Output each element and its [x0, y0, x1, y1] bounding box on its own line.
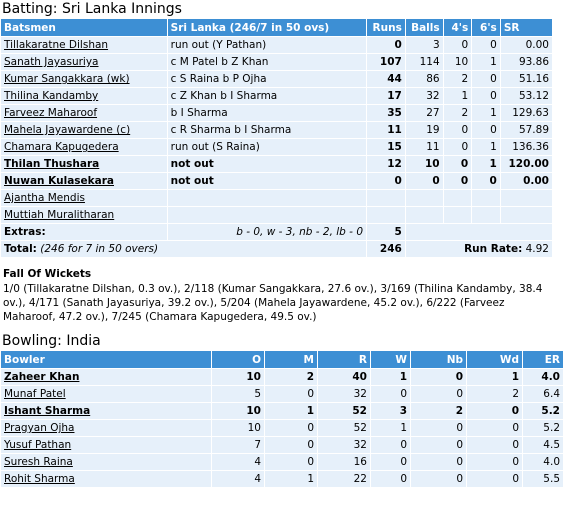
sr-cell: 51.16	[501, 71, 552, 87]
balls-cell	[406, 207, 443, 223]
batsman-link[interactable]: Nuwan Kulasekara	[4, 175, 114, 187]
batsman-name-cell	[1, 71, 167, 87]
header-overs: O	[212, 351, 264, 368]
wickets-cell: 1	[371, 369, 410, 385]
batting-header-row	[1, 19, 552, 36]
wickets-cell: 1	[371, 420, 410, 436]
bowling-row	[1, 454, 563, 470]
dismissal-cell: run out (Y Pathan)	[168, 37, 366, 53]
batting-row	[1, 173, 552, 189]
economy-cell: 5.2	[523, 403, 563, 419]
bowler-name-cell	[1, 420, 211, 436]
wides-cell: 0	[467, 403, 522, 419]
runs-conceded-cell: 32	[318, 386, 370, 402]
wickets-cell: 0	[371, 437, 410, 453]
header-maidens: M	[265, 351, 317, 368]
header-balls: Balls	[406, 19, 443, 36]
sixes-cell: 1	[472, 156, 500, 172]
wickets-cell: 3	[371, 403, 410, 419]
noballs-cell: 0	[411, 471, 466, 487]
sr-cell: 93.86	[501, 54, 552, 70]
batsman-link[interactable]: Tillakaratne Dilshan	[4, 39, 109, 51]
fours-cell	[444, 190, 472, 206]
runs-cell: 11	[367, 122, 405, 138]
batsman-link[interactable]: Chamara Kapugedera	[4, 141, 119, 153]
fours-cell: 2	[444, 105, 472, 121]
batting-row	[1, 71, 552, 87]
header-batsmen: Batsmen	[1, 19, 167, 36]
bowler-link[interactable]: Munaf Patel	[4, 388, 66, 400]
runs-cell: 15	[367, 139, 405, 155]
fours-cell: 1	[444, 88, 472, 104]
extras-label: Extras:	[1, 224, 167, 240]
bowler-name-cell	[1, 437, 211, 453]
balls-cell: 27	[406, 105, 443, 121]
batsman-link[interactable]: Sanath Jayasuriya	[4, 56, 99, 68]
header-innings: Sri Lanka (246/7 in 50 ovs)	[168, 19, 366, 36]
dismissal-cell: not out	[168, 156, 366, 172]
batsman-name-cell	[1, 122, 167, 138]
bowler-name-cell	[1, 403, 211, 419]
economy-cell: 4.0	[523, 454, 563, 470]
sr-cell: 0.00	[501, 37, 552, 53]
overs-cell: 10	[212, 369, 264, 385]
noballs-cell: 2	[411, 403, 466, 419]
bowler-link[interactable]: Rohit Sharma	[4, 473, 75, 485]
run-rate-label: Run Rate:	[464, 243, 523, 255]
wickets-cell: 0	[371, 386, 410, 402]
batting-row	[1, 207, 552, 223]
sixes-cell: 1	[472, 139, 500, 155]
wides-cell: 0	[467, 437, 522, 453]
noballs-cell: 0	[411, 437, 466, 453]
maidens-cell: 1	[265, 403, 317, 419]
wides-cell: 2	[467, 386, 522, 402]
runs-cell	[367, 190, 405, 206]
header-fours: 4's	[444, 19, 472, 36]
sr-cell: 0.00	[501, 173, 552, 189]
batting-row	[1, 54, 552, 70]
header-bowler: Bowler	[1, 351, 211, 368]
sr-cell: 120.00	[501, 156, 552, 172]
batting-row	[1, 122, 552, 138]
bowler-link[interactable]: Suresh Raina	[4, 456, 73, 468]
batsman-name-cell	[1, 54, 167, 70]
batsman-name-cell	[1, 37, 167, 53]
runs-conceded-cell: 52	[318, 420, 370, 436]
batsman-name-cell	[1, 139, 167, 155]
batting-row	[1, 105, 552, 121]
sr-cell: 53.12	[501, 88, 552, 104]
maidens-cell: 2	[265, 369, 317, 385]
dismissal-cell	[168, 190, 366, 206]
sixes-cell: 0	[472, 122, 500, 138]
overs-cell: 10	[212, 403, 264, 419]
batsman-link[interactable]: Thilina Kandamby	[4, 90, 99, 102]
sixes-cell: 1	[472, 54, 500, 70]
maidens-cell: 0	[265, 454, 317, 470]
overs-cell: 4	[212, 454, 264, 470]
wides-cell: 0	[467, 420, 522, 436]
bowling-header-row	[1, 351, 563, 368]
balls-cell: 10	[406, 156, 443, 172]
sr-cell	[501, 207, 552, 223]
header-runs: Runs	[367, 19, 405, 36]
fours-cell: 10	[444, 54, 472, 70]
overs-cell: 7	[212, 437, 264, 453]
runs-cell: 35	[367, 105, 405, 121]
header-wides: Wd	[467, 351, 522, 368]
batsman-name-cell	[1, 173, 167, 189]
balls-cell: 32	[406, 88, 443, 104]
sr-cell: 136.36	[501, 139, 552, 155]
balls-cell: 86	[406, 71, 443, 87]
bowling-table	[0, 350, 564, 488]
batsman-name-cell	[1, 105, 167, 121]
dismissal-cell: not out	[168, 173, 366, 189]
extras-detail: b - 0, w - 3, nb - 2, lb - 0	[168, 224, 366, 240]
runs-cell: 0	[367, 37, 405, 53]
batsman-name-cell	[1, 190, 167, 206]
runs-conceded-cell: 22	[318, 471, 370, 487]
run-rate-value: 4.92	[525, 243, 549, 255]
fow-title: Fall Of Wickets	[3, 268, 92, 280]
extras-row	[1, 224, 552, 240]
runs-cell: 12	[367, 156, 405, 172]
wides-cell: 0	[467, 471, 522, 487]
batting-row	[1, 37, 552, 53]
bowling-row	[1, 403, 563, 419]
bowler-link[interactable]: Ishant Sharma	[4, 405, 91, 417]
batsman-name-cell	[1, 207, 167, 223]
maidens-cell: 0	[265, 386, 317, 402]
sr-cell	[501, 190, 552, 206]
bowling-section-title: Bowling: India	[2, 333, 101, 349]
noballs-cell: 0	[411, 369, 466, 385]
total-cell	[1, 241, 366, 257]
sixes-cell: 0	[472, 37, 500, 53]
runs-conceded-cell: 40	[318, 369, 370, 385]
fours-cell: 0	[444, 122, 472, 138]
batting-section-title: Batting: Sri Lanka Innings	[2, 1, 182, 17]
batsman-name-cell	[1, 156, 167, 172]
header-sr: SR	[501, 19, 552, 36]
sixes-cell: 0	[472, 71, 500, 87]
total-detail: (246 for 7 in 50 overs)	[40, 243, 159, 255]
batsman-name-cell	[1, 88, 167, 104]
runs-cell	[367, 207, 405, 223]
noballs-cell: 0	[411, 386, 466, 402]
bowling-row	[1, 386, 563, 402]
bowling-row	[1, 437, 563, 453]
noballs-cell: 0	[411, 454, 466, 470]
wides-cell: 1	[467, 369, 522, 385]
batsman-link[interactable]: Thilan Thushara	[4, 158, 100, 170]
runs-conceded-cell: 16	[318, 454, 370, 470]
wides-cell: 0	[467, 454, 522, 470]
economy-cell: 4.5	[523, 437, 563, 453]
fours-cell: 0	[444, 37, 472, 53]
sixes-cell	[472, 207, 500, 223]
economy-cell: 5.2	[523, 420, 563, 436]
dismissal-cell: c M Patel b Z Khan	[168, 54, 366, 70]
maidens-cell: 0	[265, 437, 317, 453]
economy-cell: 5.5	[523, 471, 563, 487]
balls-cell: 114	[406, 54, 443, 70]
batsman-link[interactable]: Ajantha Mendis	[4, 192, 85, 204]
sr-cell: 129.63	[501, 105, 552, 121]
bowling-row	[1, 420, 563, 436]
overs-cell: 10	[212, 420, 264, 436]
batsman-link[interactable]: Farveez Maharoof	[4, 107, 98, 119]
batting-row	[1, 139, 552, 155]
maidens-cell: 1	[265, 471, 317, 487]
sixes-cell	[472, 190, 500, 206]
sixes-cell: 0	[472, 173, 500, 189]
header-noballs: Nb	[411, 351, 466, 368]
wickets-cell: 0	[371, 454, 410, 470]
runs-cell: 107	[367, 54, 405, 70]
balls-cell: 19	[406, 122, 443, 138]
header-sixes: 6's	[472, 19, 500, 36]
maidens-cell: 0	[265, 420, 317, 436]
bowler-name-cell	[1, 471, 211, 487]
batting-row	[1, 88, 552, 104]
total-row	[1, 241, 552, 257]
bowler-link[interactable]: Pragyan Ojha	[4, 422, 75, 434]
bowling-row	[1, 471, 563, 487]
dismissal-cell: c Z Khan b I Sharma	[168, 88, 366, 104]
total-label: Total:	[4, 243, 37, 255]
balls-cell: 11	[406, 139, 443, 155]
economy-cell: 4.0	[523, 369, 563, 385]
sixes-cell: 1	[472, 105, 500, 121]
runs-conceded-cell: 32	[318, 437, 370, 453]
bowler-link[interactable]: Yusuf Pathan	[4, 439, 72, 451]
sixes-cell: 0	[472, 88, 500, 104]
fours-cell	[444, 207, 472, 223]
header-wickets: W	[371, 351, 410, 368]
noballs-cell: 0	[411, 420, 466, 436]
bowler-link[interactable]: Zaheer Khan	[4, 371, 80, 383]
dismissal-cell: run out (S Raina)	[168, 139, 366, 155]
dismissal-cell: c S Raina b P Ojha	[168, 71, 366, 87]
bowling-row	[1, 369, 563, 385]
sr-cell: 57.89	[501, 122, 552, 138]
runs-cell: 0	[367, 173, 405, 189]
overs-cell: 5	[212, 386, 264, 402]
bowler-name-cell	[1, 454, 211, 470]
extras-value: 5	[367, 224, 405, 240]
runs-cell: 17	[367, 88, 405, 104]
overs-cell: 4	[212, 471, 264, 487]
fours-cell: 2	[444, 71, 472, 87]
header-runs-conceded: R	[318, 351, 370, 368]
bowler-name-cell	[1, 386, 211, 402]
bowler-name-cell	[1, 369, 211, 385]
dismissal-cell: b I Sharma	[168, 105, 366, 121]
economy-cell: 6.4	[523, 386, 563, 402]
batting-row	[1, 156, 552, 172]
fours-cell: 0	[444, 173, 472, 189]
runs-conceded-cell: 52	[318, 403, 370, 419]
batsman-link[interactable]: Muttiah Muralitharan	[4, 209, 115, 221]
batting-row	[1, 190, 552, 206]
balls-cell: 3	[406, 37, 443, 53]
fours-cell: 0	[444, 139, 472, 155]
balls-cell	[406, 190, 443, 206]
batsman-link[interactable]: Kumar Sangakkara (wk)	[4, 73, 130, 85]
batsman-link[interactable]: Mahela Jayawardene (c)	[4, 124, 131, 136]
dismissal-cell	[168, 207, 366, 223]
dismissal-cell: c R Sharma b I Sharma	[168, 122, 366, 138]
run-rate-cell	[406, 241, 552, 257]
fow-text: 1/0 (Tillakaratne Dilshan, 0.3 ov.), 2/118 (Kumar Sangakkara, 27.6 ov.), 3/169 (Thilina Kandamby, 38.4 ov.), 4/171 (Sanath Jayasuriya, 39.2 ov.), 5/204 (Mahela Jayawardene, 45.2 ov.), 6/222 (Farveez Maharoof, 47.2 ov.), 7/245 (Chamara Kapugedera, 49.5 ov.)	[3, 283, 543, 323]
wickets-cell: 0	[371, 471, 410, 487]
runs-cell: 44	[367, 71, 405, 87]
extras-blank	[406, 224, 552, 240]
total-value: 246	[367, 241, 405, 257]
batting-table	[0, 18, 553, 258]
header-economy: ER	[523, 351, 563, 368]
balls-cell: 0	[406, 173, 443, 189]
fours-cell: 0	[444, 156, 472, 172]
